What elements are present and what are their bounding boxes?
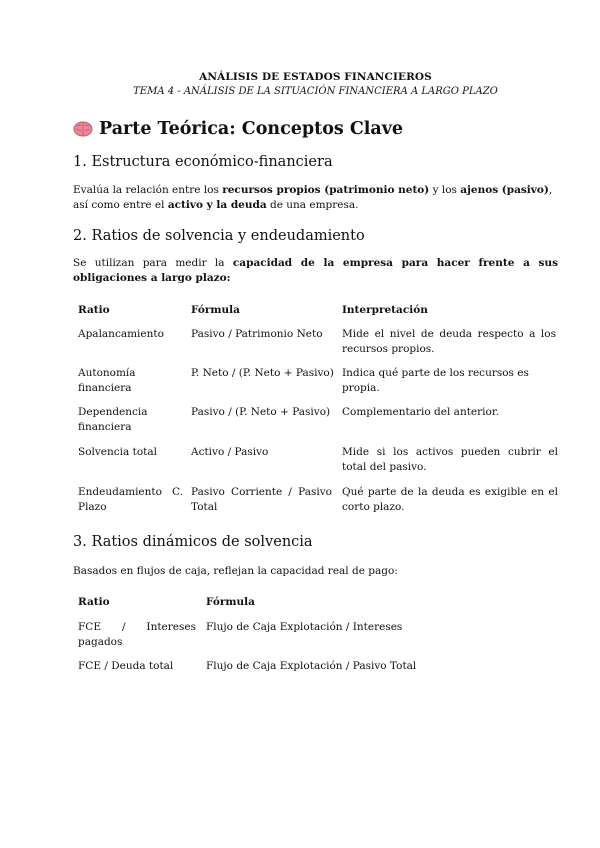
table2-cell-ratio: FCE / Deuda total	[78, 660, 174, 672]
document-header-subtitle: TEMA 4 - ANÁLISIS DE LA SITUACIÓN FINANCIERA A LARGO PLAZO	[133, 86, 498, 97]
bold-ajenos: ajenos (pasivo)	[460, 184, 549, 196]
section1-paragraph: Evalúa la relación entre los recursos propios (patrimonio neto) y los ajenos (pasivo), así como entre el activo y la deuda de una empresa.	[73, 184, 553, 211]
section2-intro: Se utilizan para medir la capacidad de la empresa para hacer frente a sus obligaciones a largo plazo:	[73, 257, 558, 284]
section3-title: 3. Ratios dinámicos de solvencia	[73, 534, 313, 550]
section2-title: 2. Ratios de solvencia y endeudamiento	[73, 228, 365, 244]
table2-cell-formula: Flujo de Caja Explotación / Pasivo Total	[206, 660, 417, 672]
table-header-formula: Fórmula	[191, 304, 240, 316]
section1-title: 1. Estructura económico-financiera	[73, 154, 333, 170]
table-cell-formula: Activo / Pasivo	[191, 446, 269, 458]
table2-header-ratio: Ratio	[78, 596, 110, 608]
table-cell-ratio: Solvencia total	[78, 446, 157, 458]
table-cell-ratio: Endeudamiento C. Plazo	[78, 486, 183, 513]
table-cell-formula: P. Neto / (P. Neto + Pasivo)	[191, 367, 334, 379]
document-header-title: ANÁLISIS DE ESTADOS FINANCIEROS	[199, 71, 432, 83]
table2-cell-ratio: FCE / Intereses pagados	[78, 621, 196, 648]
table-cell-interpretation: Complementario del anterior.	[342, 406, 500, 418]
table-cell-interpretation: Mide el nivel de deuda respecto a los recursos propios.	[342, 328, 556, 355]
table-cell-formula: Pasivo Corriente / Pasivo Total	[191, 486, 332, 513]
table2-cell-formula: Flujo de Caja Explotación / Intereses	[206, 621, 403, 633]
table-cell-ratio: Dependencia financiera	[78, 406, 148, 433]
table-header-interpretation: Interpretación	[342, 304, 428, 316]
table-cell-formula: Pasivo / (P. Neto + Pasivo)	[191, 406, 331, 418]
table2-header-formula: Fórmula	[206, 596, 255, 608]
bold-activo-deuda: activo y la deuda	[167, 199, 267, 211]
bold-recursos-propios: recursos propios (patrimonio neto)	[222, 184, 430, 196]
table-cell-interpretation: Indica qué parte de los recursos es propia.	[342, 367, 529, 394]
table-cell-interpretation: Qué parte de la deuda es exigible en el corto plazo.	[342, 486, 558, 513]
main-title-text: Parte Teórica: Conceptos Clave	[99, 119, 404, 139]
table-cell-ratio: Autonomía financiera	[78, 367, 136, 394]
main-title	[73, 119, 403, 139]
brain-icon	[73, 121, 93, 137]
table-cell-ratio: Apalancamiento	[78, 328, 164, 340]
table-cell-formula: Pasivo / Patrimonio Neto	[191, 328, 323, 340]
table-header-ratio: Ratio	[78, 304, 110, 316]
table-cell-interpretation: Mide si los activos pueden cubrir el total del pasivo.	[342, 446, 558, 473]
section3-intro: Basados en flujos de caja, reflejan la capacidad real de pago:	[73, 565, 398, 577]
